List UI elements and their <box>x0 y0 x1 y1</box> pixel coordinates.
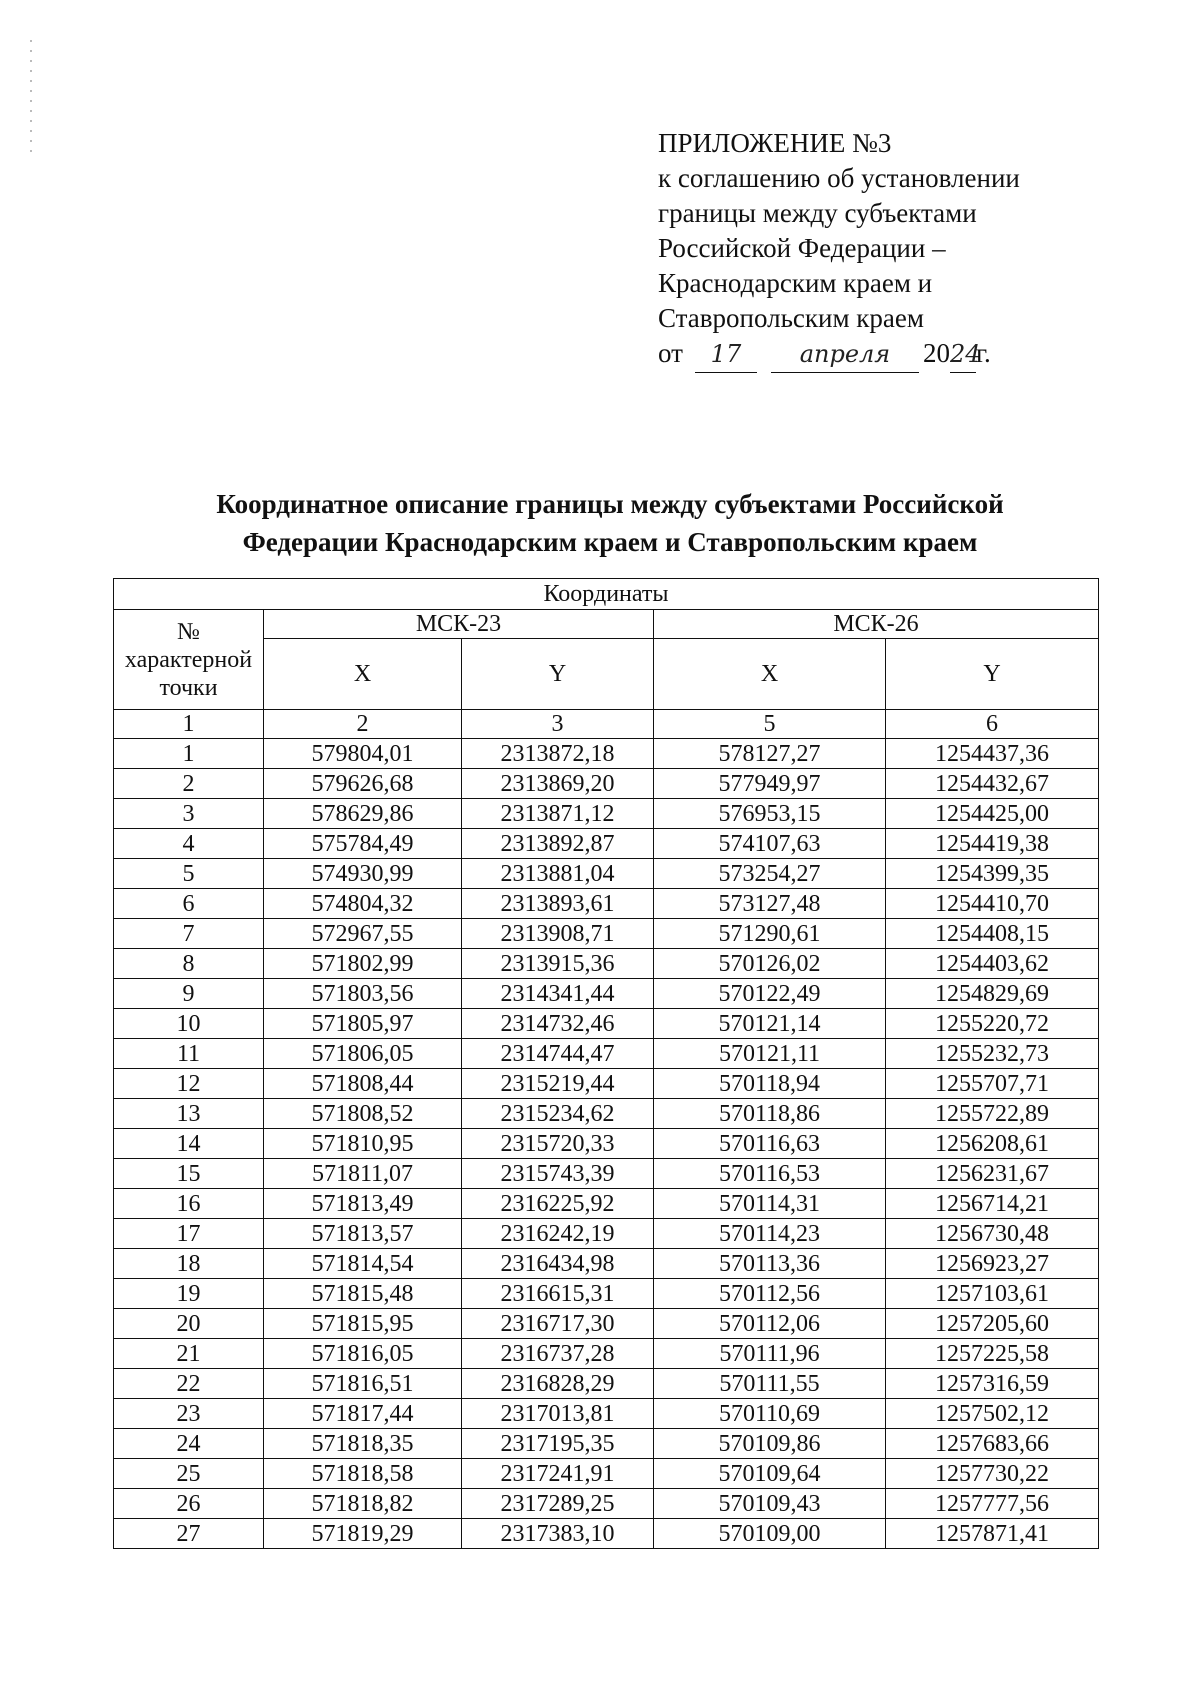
column-number: 3 <box>462 710 654 739</box>
msk23-x-cell: 571808,52 <box>264 1099 462 1129</box>
point-number-cell: 1 <box>114 739 264 769</box>
table-row <box>114 1129 1099 1159</box>
point-number-cell: 5 <box>114 859 264 889</box>
title-line-1: Координатное описание границы между субъектами Российской <box>216 489 1004 519</box>
msk23-x-cell: 571818,82 <box>264 1489 462 1519</box>
msk26-y-cell: 1256208,61 <box>886 1129 1099 1159</box>
appendix-block <box>658 126 1020 373</box>
msk26-x-cell: 573254,27 <box>654 859 886 889</box>
msk23-y-cell: 2315234,62 <box>462 1099 654 1129</box>
handwritten-day: 17 <box>695 337 757 373</box>
table-row <box>114 1519 1099 1549</box>
msk26-x-cell: 570116,63 <box>654 1129 886 1159</box>
point-number-cell: 3 <box>114 799 264 829</box>
msk26-y-cell: 1257205,60 <box>886 1309 1099 1339</box>
point-number-cell: 22 <box>114 1369 264 1399</box>
msk23-x-cell: 574804,32 <box>264 889 462 919</box>
table-row <box>114 919 1099 949</box>
msk23-x-cell: 579804,01 <box>264 739 462 769</box>
msk26-x-cell: 570109,64 <box>654 1459 886 1489</box>
msk23-y-cell: 2313871,12 <box>462 799 654 829</box>
column-number: 6 <box>886 710 1099 739</box>
msk23-x-cell: 571817,44 <box>264 1399 462 1429</box>
msk26-x-cell: 570114,31 <box>654 1189 886 1219</box>
msk23-x-cell: 574930,99 <box>264 859 462 889</box>
point-number-cell: 27 <box>114 1519 264 1549</box>
handwritten-year-end: 24 <box>950 337 976 373</box>
msk23-y-cell: 2313881,04 <box>462 859 654 889</box>
msk23-y-cell: 2314732,46 <box>462 1009 654 1039</box>
point-number-cell: 23 <box>114 1399 264 1429</box>
point-number-cell: 18 <box>114 1249 264 1279</box>
point-number-cell: 4 <box>114 829 264 859</box>
appendix-line: Краснодарским краем и <box>658 268 933 298</box>
msk23-x-cell: 575784,49 <box>264 829 462 859</box>
msk23-y-cell: 2317013,81 <box>462 1399 654 1429</box>
column-number: 5 <box>654 710 886 739</box>
msk26-y-cell: 1255220,72 <box>886 1009 1099 1039</box>
point-number-cell: 24 <box>114 1429 264 1459</box>
msk26-y-cell: 1254437,36 <box>886 739 1099 769</box>
table-row <box>114 1189 1099 1219</box>
msk26-x-cell: 570118,86 <box>654 1099 886 1129</box>
table-row <box>114 1069 1099 1099</box>
appendix-line: Российской Федерации – <box>658 233 946 263</box>
date-year-start: 20 <box>922 338 950 368</box>
msk26-x-cell: 570109,86 <box>654 1429 886 1459</box>
coordinates-header: Координаты <box>114 579 1099 610</box>
msk23-y-cell: 2317383,10 <box>462 1519 654 1549</box>
msk23-x-cell: 571813,49 <box>264 1189 462 1219</box>
column-number: 2 <box>264 710 462 739</box>
system-msk26-header: МСК-26 <box>654 610 1099 639</box>
msk26-x-cell: 570109,43 <box>654 1489 886 1519</box>
axis-x-header: X <box>264 639 462 710</box>
point-number-cell: 10 <box>114 1009 264 1039</box>
msk23-y-cell: 2315720,33 <box>462 1129 654 1159</box>
table-row <box>114 1099 1099 1129</box>
point-number-cell: 17 <box>114 1219 264 1249</box>
table-row <box>114 1039 1099 1069</box>
msk23-x-cell: 571818,35 <box>264 1429 462 1459</box>
point-number-cell: 26 <box>114 1489 264 1519</box>
msk26-y-cell: 1256730,48 <box>886 1219 1099 1249</box>
msk23-x-cell: 571806,05 <box>264 1039 462 1069</box>
table-row <box>114 1399 1099 1429</box>
table-row <box>114 1339 1099 1369</box>
table-row <box>114 949 1099 979</box>
point-number-cell: 9 <box>114 979 264 1009</box>
point-number-cell: 15 <box>114 1159 264 1189</box>
table-row <box>114 889 1099 919</box>
msk23-y-cell: 2316615,31 <box>462 1279 654 1309</box>
msk26-x-cell: 573127,48 <box>654 889 886 919</box>
msk23-x-cell: 579626,68 <box>264 769 462 799</box>
msk26-x-cell: 570126,02 <box>654 949 886 979</box>
appendix-heading: ПРИЛОЖЕНИЕ №3 <box>658 128 892 158</box>
margin-punch-marks <box>30 40 32 160</box>
msk23-x-cell: 571813,57 <box>264 1219 462 1249</box>
point-number-cell: 6 <box>114 889 264 919</box>
msk26-y-cell: 1257871,41 <box>886 1519 1099 1549</box>
msk26-x-cell: 576953,15 <box>654 799 886 829</box>
msk26-x-cell: 570109,00 <box>654 1519 886 1549</box>
msk23-x-cell: 571818,58 <box>264 1459 462 1489</box>
msk26-x-cell: 570122,49 <box>654 979 886 1009</box>
appendix-line: к соглашению об установлении <box>658 163 1020 193</box>
handwritten-month: апреля <box>771 337 919 373</box>
msk26-y-cell: 1254829,69 <box>886 979 1099 1009</box>
msk23-x-cell: 571805,97 <box>264 1009 462 1039</box>
coordinates-table <box>113 578 1099 1549</box>
msk23-x-cell: 571808,44 <box>264 1069 462 1099</box>
msk23-x-cell: 571815,95 <box>264 1309 462 1339</box>
msk26-x-cell: 571290,61 <box>654 919 886 949</box>
msk23-x-cell: 571810,95 <box>264 1129 462 1159</box>
coordinates-table-body <box>114 739 1099 1549</box>
msk26-x-cell: 570118,94 <box>654 1069 886 1099</box>
date-suffix: г. <box>975 338 991 368</box>
point-number-cell: 19 <box>114 1279 264 1309</box>
msk23-y-cell: 2317195,35 <box>462 1429 654 1459</box>
msk23-y-cell: 2317241,91 <box>462 1459 654 1489</box>
msk26-y-cell: 1254408,15 <box>886 919 1099 949</box>
msk26-y-cell: 1257777,56 <box>886 1489 1099 1519</box>
msk26-y-cell: 1254419,38 <box>886 829 1099 859</box>
table-row <box>114 1279 1099 1309</box>
msk26-y-cell: 1254425,00 <box>886 799 1099 829</box>
msk26-y-cell: 1256231,67 <box>886 1159 1099 1189</box>
msk23-x-cell: 571816,51 <box>264 1369 462 1399</box>
msk26-x-cell: 570114,23 <box>654 1219 886 1249</box>
msk23-y-cell: 2316242,19 <box>462 1219 654 1249</box>
point-number-header: № характерной точки <box>114 610 264 710</box>
axis-y-header: Y <box>462 639 654 710</box>
table-row <box>114 1459 1099 1489</box>
table-row <box>114 769 1099 799</box>
msk26-y-cell: 1254403,62 <box>886 949 1099 979</box>
title-line-2: Федерации Краснодарским краем и Ставропольским краем <box>242 527 978 557</box>
msk26-y-cell: 1254399,35 <box>886 859 1099 889</box>
msk23-y-cell: 2313915,36 <box>462 949 654 979</box>
point-number-cell: 11 <box>114 1039 264 1069</box>
msk23-y-cell: 2316828,29 <box>462 1369 654 1399</box>
msk23-x-cell: 571815,48 <box>264 1279 462 1309</box>
msk23-y-cell: 2314744,47 <box>462 1039 654 1069</box>
msk26-x-cell: 570112,06 <box>654 1309 886 1339</box>
msk23-y-cell: 2315743,39 <box>462 1159 654 1189</box>
table-row <box>114 1489 1099 1519</box>
appendix-line: границы между субъектами <box>658 198 977 228</box>
msk26-y-cell: 1255232,73 <box>886 1039 1099 1069</box>
msk23-x-cell: 571816,05 <box>264 1339 462 1369</box>
point-number-cell: 20 <box>114 1309 264 1339</box>
appendix-date-line <box>658 336 1020 373</box>
msk26-x-cell: 570112,56 <box>654 1279 886 1309</box>
point-number-cell: 8 <box>114 949 264 979</box>
msk26-x-cell: 570111,96 <box>654 1339 886 1369</box>
document-title <box>120 485 1100 561</box>
table-row <box>114 1309 1099 1339</box>
point-number-cell: 25 <box>114 1459 264 1489</box>
table-row <box>114 1429 1099 1459</box>
msk26-y-cell: 1254410,70 <box>886 889 1099 919</box>
table-row <box>114 739 1099 769</box>
point-number-cell: 13 <box>114 1099 264 1129</box>
table-row <box>114 799 1099 829</box>
msk23-y-cell: 2313908,71 <box>462 919 654 949</box>
msk23-y-cell: 2316717,30 <box>462 1309 654 1339</box>
msk23-x-cell: 571819,29 <box>264 1519 462 1549</box>
msk26-x-cell: 574107,63 <box>654 829 886 859</box>
point-number-cell: 21 <box>114 1339 264 1369</box>
table-row <box>114 979 1099 1009</box>
msk23-y-cell: 2316737,28 <box>462 1339 654 1369</box>
table-row <box>114 1249 1099 1279</box>
msk23-x-cell: 571803,56 <box>264 979 462 1009</box>
msk26-x-cell: 577949,97 <box>654 769 886 799</box>
table-row <box>114 1219 1099 1249</box>
msk26-x-cell: 578127,27 <box>654 739 886 769</box>
msk26-y-cell: 1256923,27 <box>886 1249 1099 1279</box>
msk26-y-cell: 1257683,66 <box>886 1429 1099 1459</box>
msk26-y-cell: 1257502,12 <box>886 1399 1099 1429</box>
point-number-cell: 14 <box>114 1129 264 1159</box>
msk23-y-cell: 2313892,87 <box>462 829 654 859</box>
msk23-y-cell: 2316434,98 <box>462 1249 654 1279</box>
msk26-y-cell: 1254432,67 <box>886 769 1099 799</box>
msk26-y-cell: 1257225,58 <box>886 1339 1099 1369</box>
msk23-y-cell: 2313872,18 <box>462 739 654 769</box>
msk26-x-cell: 570113,36 <box>654 1249 886 1279</box>
msk23-x-cell: 571802,99 <box>264 949 462 979</box>
column-number: 1 <box>114 710 264 739</box>
msk23-y-cell: 2317289,25 <box>462 1489 654 1519</box>
table-row <box>114 1009 1099 1039</box>
msk23-x-cell: 571814,54 <box>264 1249 462 1279</box>
table-row <box>114 1159 1099 1189</box>
msk26-y-cell: 1257730,22 <box>886 1459 1099 1489</box>
axis-x-header: X <box>654 639 886 710</box>
msk26-x-cell: 570111,55 <box>654 1369 886 1399</box>
msk26-y-cell: 1255722,89 <box>886 1099 1099 1129</box>
msk26-y-cell: 1256714,21 <box>886 1189 1099 1219</box>
msk26-y-cell: 1255707,71 <box>886 1069 1099 1099</box>
table-row <box>114 829 1099 859</box>
date-prefix: от <box>658 338 683 368</box>
msk23-x-cell: 578629,86 <box>264 799 462 829</box>
point-number-cell: 7 <box>114 919 264 949</box>
axis-y-header: Y <box>886 639 1099 710</box>
msk23-y-cell: 2313869,20 <box>462 769 654 799</box>
msk23-y-cell: 2316225,92 <box>462 1189 654 1219</box>
system-msk23-header: МСК-23 <box>264 610 654 639</box>
msk23-y-cell: 2315219,44 <box>462 1069 654 1099</box>
msk26-y-cell: 1257103,61 <box>886 1279 1099 1309</box>
msk23-x-cell: 571811,07 <box>264 1159 462 1189</box>
appendix-line: Ставропольским краем <box>658 303 924 333</box>
msk26-x-cell: 570116,53 <box>654 1159 886 1189</box>
msk26-x-cell: 570121,11 <box>654 1039 886 1069</box>
msk26-x-cell: 570110,69 <box>654 1399 886 1429</box>
point-number-cell: 16 <box>114 1189 264 1219</box>
msk23-x-cell: 572967,55 <box>264 919 462 949</box>
point-number-cell: 12 <box>114 1069 264 1099</box>
msk26-x-cell: 570121,14 <box>654 1009 886 1039</box>
point-number-cell: 2 <box>114 769 264 799</box>
msk23-y-cell: 2313893,61 <box>462 889 654 919</box>
msk26-y-cell: 1257316,59 <box>886 1369 1099 1399</box>
table-row <box>114 859 1099 889</box>
table-row <box>114 1369 1099 1399</box>
msk23-y-cell: 2314341,44 <box>462 979 654 1009</box>
